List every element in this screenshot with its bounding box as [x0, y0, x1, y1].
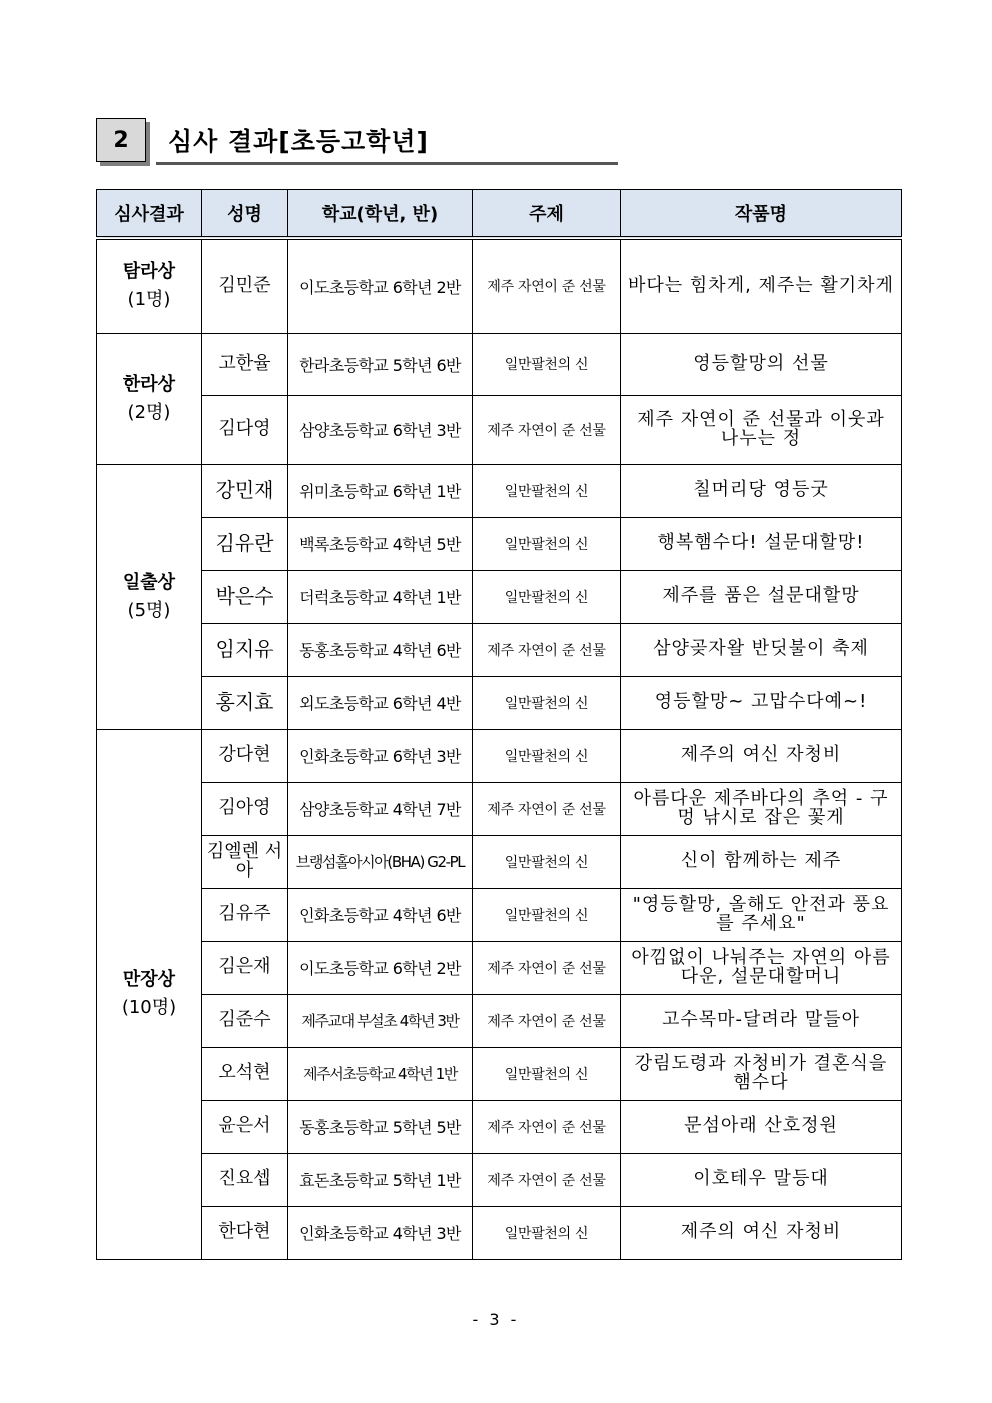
section-title: 심사 결과[초등고학년] [168, 127, 429, 156]
table-row [97, 570, 902, 623]
student-name: 김은재 [202, 941, 288, 994]
award-name: 만장상 [122, 969, 176, 991]
section-header [96, 118, 618, 166]
school: 삼양초등학교 4학년 7반 [288, 782, 473, 835]
student-name: 한다현 [202, 1206, 288, 1259]
student-name: 박은수 [202, 570, 288, 623]
table-row [97, 623, 902, 676]
school: 위미초등학교 6학년 1반 [288, 464, 473, 517]
award-group-tamra [97, 238, 202, 333]
table-row [97, 517, 902, 570]
award-name: 한라상 [122, 373, 176, 395]
results-table [96, 189, 902, 1260]
school: 제주교대 부설초 4학년 3반 [288, 994, 473, 1047]
header-name: 성명 [202, 190, 288, 239]
school: 외도초등학교 6학년 4반 [288, 676, 473, 729]
school: 더럭초등학교 4학년 1반 [288, 570, 473, 623]
award-group-ilchul [97, 464, 202, 729]
school: 인화초등학교 6학년 3반 [288, 729, 473, 782]
section-title-underline [156, 162, 618, 165]
work-title: 행복햄수다! 설문대할망! [621, 517, 902, 570]
award-group-halla [97, 333, 202, 464]
topic: 제주 자연이 준 선물 [473, 238, 621, 333]
work-title: 신이 함께하는 제주 [621, 835, 902, 888]
student-name: 임지유 [202, 623, 288, 676]
topic: 일만팔천의 신 [473, 729, 621, 782]
student-name: 김아영 [202, 782, 288, 835]
work-title: 제주의 여신 자청비 [621, 1206, 902, 1259]
topic: 제주 자연이 준 선물 [473, 1153, 621, 1206]
topic: 일만팔천의 신 [473, 333, 621, 395]
student-name: 김엘렌 서아 [202, 835, 288, 888]
student-name: 김유란 [202, 517, 288, 570]
header-topic: 주제 [473, 190, 621, 239]
table-row [97, 994, 902, 1047]
table-row [97, 835, 902, 888]
topic: 일만팔천의 신 [473, 676, 621, 729]
school: 인화초등학교 4학년 3반 [288, 1206, 473, 1259]
header-work: 작품명 [621, 190, 902, 239]
award-group-manjang [97, 729, 202, 1259]
award-count: (5명) [127, 599, 171, 621]
student-name: 강다현 [202, 729, 288, 782]
work-title: 제주의 여신 자청비 [621, 729, 902, 782]
student-name: 김준수 [202, 994, 288, 1047]
topic: 일만팔천의 신 [473, 464, 621, 517]
header-award: 심사결과 [97, 190, 202, 239]
topic: 제주 자연이 준 선물 [473, 395, 621, 464]
topic: 일만팔천의 신 [473, 888, 621, 941]
table-row [97, 782, 902, 835]
table-row [97, 1100, 902, 1153]
table-row [97, 941, 902, 994]
work-title: 강림도령과 자청비가 결혼식을 햄수다 [621, 1047, 902, 1100]
topic: 일만팔천의 신 [473, 517, 621, 570]
work-title: 칠머리당 영등굿 [621, 464, 902, 517]
student-name: 강민재 [202, 464, 288, 517]
work-title: 아낌없이 나눠주는 자연의 아름다운, 설문대할머니 [621, 941, 902, 994]
student-name: 김다영 [202, 395, 288, 464]
table-row [97, 1153, 902, 1206]
student-name: 윤은서 [202, 1100, 288, 1153]
table-header-row [97, 190, 902, 239]
student-name: 진요셉 [202, 1153, 288, 1206]
work-title: 문섬아래 산호정원 [621, 1100, 902, 1153]
award-count: (10명) [121, 997, 177, 1018]
work-title: 이호테우 말등대 [621, 1153, 902, 1206]
table-row [97, 238, 902, 333]
table-row [97, 1206, 902, 1259]
table-row [97, 729, 902, 782]
section-number: 2 [96, 118, 146, 162]
table-row [97, 676, 902, 729]
table-row [97, 1047, 902, 1100]
topic: 제주 자연이 준 선물 [473, 623, 621, 676]
work-title: 아름다운 제주바다의 추억 - 구멍 낚시로 잡은 꽃게 [621, 782, 902, 835]
header-school: 학교(학년, 반) [288, 190, 473, 239]
school: 삼양초등학교 6학년 3반 [288, 395, 473, 464]
work-title: 바다는 힘차게, 제주는 활기차게 [621, 238, 902, 333]
work-title: 영등할망의 선물 [621, 333, 902, 395]
topic: 일만팔천의 신 [473, 1206, 621, 1259]
work-title: 제주 자연이 준 선물과 이웃과 나누는 정 [621, 395, 902, 464]
school: 이도초등학교 6학년 2반 [288, 941, 473, 994]
topic: 일만팔천의 신 [473, 835, 621, 888]
school: 인화초등학교 4학년 6반 [288, 888, 473, 941]
student-name: 고한율 [202, 333, 288, 395]
topic: 제주 자연이 준 선물 [473, 1100, 621, 1153]
award-count: (2명) [127, 401, 171, 423]
topic: 제주 자연이 준 선물 [473, 994, 621, 1047]
student-name: 홍지효 [202, 676, 288, 729]
work-title: 영등할망~ 고맙수다예~! [621, 676, 902, 729]
student-name: 김유주 [202, 888, 288, 941]
student-name: 오석현 [202, 1047, 288, 1100]
school: 이도초등학교 6학년 2반 [288, 238, 473, 333]
topic: 일만팔천의 신 [473, 570, 621, 623]
work-title: 고수목마-달려라 말들아 [621, 994, 902, 1047]
page-number: - 3 - [472, 1310, 520, 1329]
table-row [97, 333, 902, 395]
work-title: 삼양곶자왈 반딧불이 축제 [621, 623, 902, 676]
award-name: 일출상 [122, 571, 176, 593]
award-count: (1명) [127, 289, 171, 311]
table-row [97, 888, 902, 941]
award-name: 탐라상 [122, 261, 176, 283]
school: 제주서초등학교 4학년 1반 [288, 1047, 473, 1100]
student-name: 김민준 [202, 238, 288, 333]
topic: 제주 자연이 준 선물 [473, 782, 621, 835]
school: 동홍초등학교 4학년 6반 [288, 623, 473, 676]
work-title: 제주를 품은 설문대할망 [621, 570, 902, 623]
table-row [97, 395, 902, 464]
school: 백록초등학교 4학년 5반 [288, 517, 473, 570]
topic: 제주 자연이 준 선물 [473, 941, 621, 994]
school: 동홍초등학교 5학년 5반 [288, 1100, 473, 1153]
work-title: "영등할망, 올해도 안전과 풍요를 주세요" [621, 888, 902, 941]
school: 브랭섬홀아시아(BHA) G2-PL [288, 835, 473, 888]
table-row [97, 464, 902, 517]
topic: 일만팔천의 신 [473, 1047, 621, 1100]
school: 효돈초등학교 5학년 1반 [288, 1153, 473, 1206]
school: 한라초등학교 5학년 6반 [288, 333, 473, 395]
